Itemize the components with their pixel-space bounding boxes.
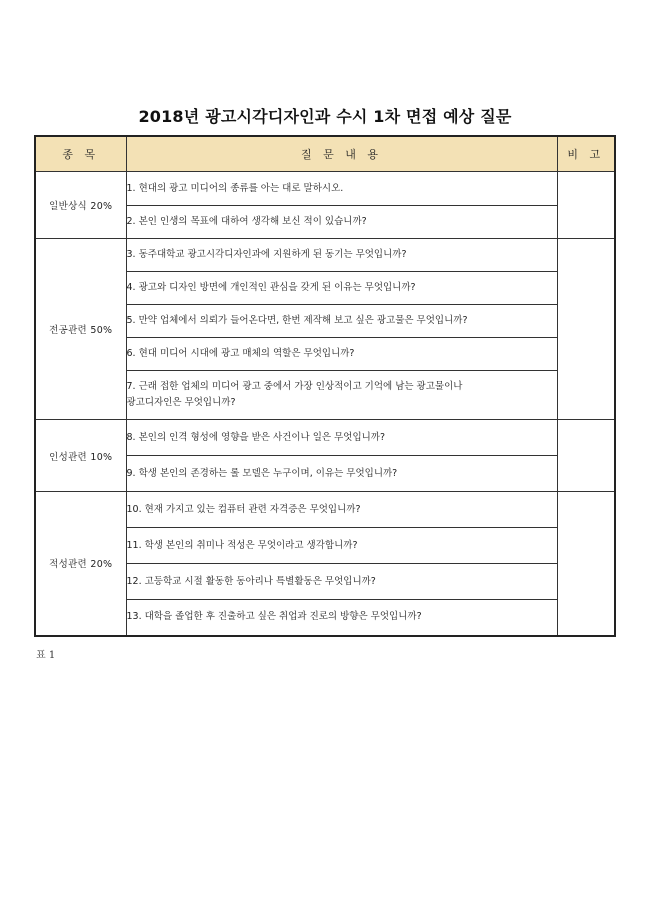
question-cell: 8. 본인의 인격 형성에 영향을 받은 사건이나 일은 무엇입니까?	[126, 420, 557, 456]
question-cell: 13. 대학을 졸업한 후 진출하고 싶은 취업과 진로의 방향은 무엇입니까?	[126, 600, 557, 636]
table-caption: 표 1	[36, 650, 56, 661]
header-question: 질 문 내 용	[126, 136, 557, 172]
page-title: 2018년 광고시각디자인과 수시 1차 면접 예상 질문	[138, 107, 512, 126]
note-cell	[557, 239, 615, 420]
note-cell	[557, 492, 615, 636]
question-cell: 7. 근래 접한 업체의 미디어 광고 중에서 가장 인상적이고 기억에 남는 광고물이나 광고디자인은 무엇입니까?	[126, 371, 557, 420]
header-note: 비 고	[557, 136, 615, 172]
question-cell: 5. 만약 업체에서 의뢰가 들어온다면, 한번 제작해 보고 싶은 광고물은 무엇입니까?	[126, 305, 557, 338]
question-cell: 2. 본인 인생의 목표에 대하여 생각해 보신 적이 있습니까?	[126, 206, 557, 239]
note-cell	[557, 172, 615, 239]
table-row	[35, 420, 615, 456]
question-cell: 4. 광고와 디자인 방면에 개인적인 관심을 갖게 된 이유는 무엇입니까?	[126, 272, 557, 305]
question-cell: 1. 현대의 광고 미디어의 종류를 아는 대로 말하시오.	[126, 172, 557, 206]
question-table	[34, 135, 616, 637]
question-cell: 11. 학생 본인의 취미나 적성은 무엇이라고 생각합니까?	[126, 528, 557, 564]
category-cell: 적성관련 20%	[35, 492, 126, 636]
category-cell: 전공관련 50%	[35, 239, 126, 420]
table-row	[35, 239, 615, 272]
question-cell: 3. 동주대학교 광고시각디자인과에 지원하게 된 동기는 무엇입니까?	[126, 239, 557, 272]
table-row	[35, 172, 615, 206]
category-cell: 일반상식 20%	[35, 172, 126, 239]
note-cell	[557, 420, 615, 492]
table-header-row	[35, 136, 615, 172]
question-cell: 10. 현재 가지고 있는 컴퓨터 관련 자격증은 무엇입니까?	[126, 492, 557, 528]
header-category: 종 목	[35, 136, 126, 172]
category-cell: 인성관련 10%	[35, 420, 126, 492]
question-cell: 9. 학생 본인의 존경하는 롤 모델은 누구이며, 이유는 무엇입니까?	[126, 456, 557, 492]
question-cell: 12. 고등학교 시절 활동한 동아리나 특별활동은 무엇입니까?	[126, 564, 557, 600]
question-cell: 6. 현대 미디어 시대에 광고 매체의 역할은 무엇입니까?	[126, 338, 557, 371]
table-row	[35, 492, 615, 528]
